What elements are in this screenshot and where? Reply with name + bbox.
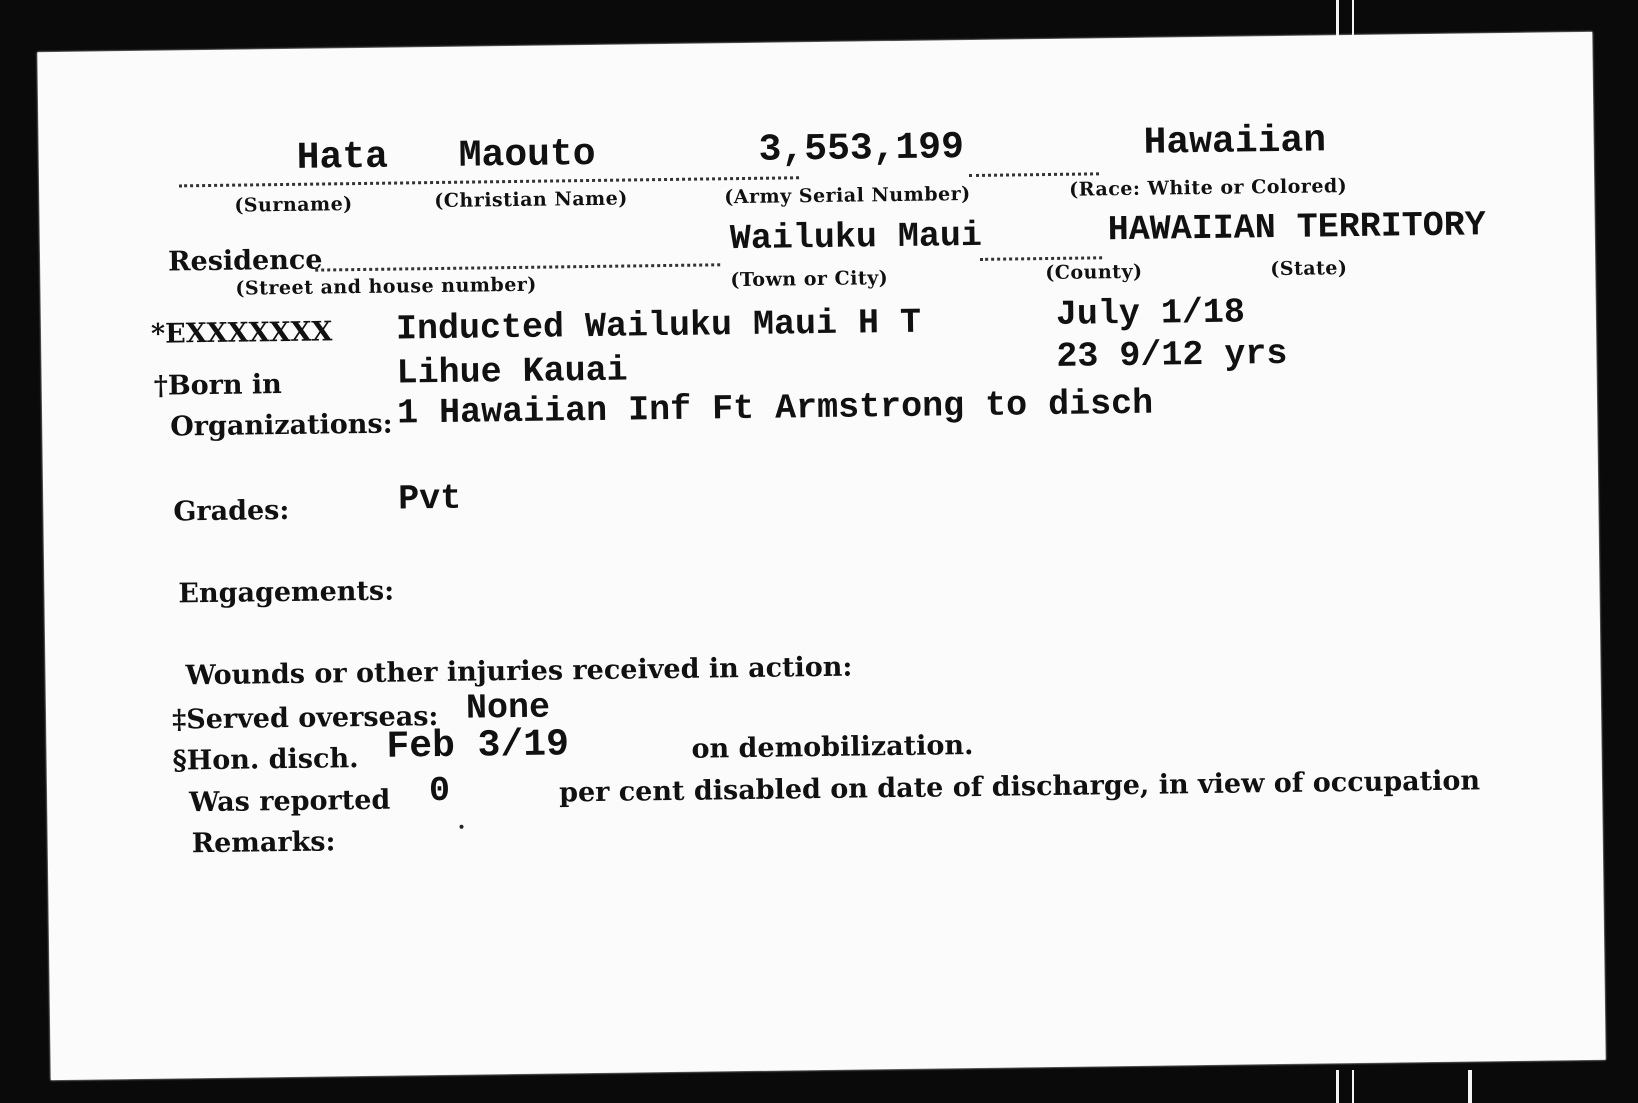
dotted-line: [315, 263, 720, 271]
surname-caption: (Surname): [234, 193, 353, 217]
overseas-label: ‡Served overseas:: [171, 701, 439, 736]
residence-label: Residence: [167, 244, 323, 278]
grades-label: Grades:: [173, 494, 290, 528]
race-caption: (Race: White or Colored): [1069, 175, 1348, 201]
street-caption: (Street and house number): [235, 273, 537, 300]
disability-label: Was reported: [188, 784, 391, 819]
organizations-label: Organizations:: [170, 408, 393, 443]
engagements-label: Engagements:: [178, 575, 395, 610]
dotted-line: [179, 176, 799, 187]
disability-suffix: per cent disabled on date of discharge, in view of occupation: [558, 765, 1481, 809]
enlisted-value: Inducted Wailuku Maui H T: [395, 302, 922, 350]
scan-edge-line: [1336, 1070, 1339, 1103]
christian-name-caption: (Christian Name): [434, 187, 628, 213]
state-caption: (State): [1270, 257, 1348, 281]
race-value: Hawaiian: [1143, 119, 1327, 165]
born-label: †Born in: [153, 369, 283, 402]
enlisted-label: *EXXXXXXX: [150, 316, 333, 350]
ink-speck: [459, 825, 463, 829]
born-age: 23 9/12 yrs: [1056, 333, 1288, 377]
enlisted-date: July 1/18: [1055, 292, 1246, 335]
discharge-suffix: on demobilization.: [691, 730, 974, 765]
remarks-label: Remarks:: [191, 826, 336, 860]
residence-town-value: Wailuku Maui: [729, 215, 983, 260]
serial-number-value: 3,553,199: [758, 126, 965, 172]
scan-edge-line: [1352, 1070, 1354, 1103]
disability-value: 0: [428, 770, 451, 812]
surname-value: Hata: [296, 135, 389, 180]
discharge-label: §Hon. disch.: [172, 743, 359, 777]
town-caption: (Town or City): [730, 267, 889, 292]
overseas-value: None: [465, 687, 551, 729]
county-caption: (County): [1045, 260, 1143, 285]
serial-number-caption: (Army Serial Number): [724, 183, 971, 209]
dotted-line: [980, 256, 1102, 261]
residence-state-value: HAWAIIAN TERRITORY: [1107, 205, 1487, 251]
grades-value: Pvt: [397, 478, 462, 520]
record-card: [37, 32, 1605, 1080]
dotted-line: [969, 172, 1099, 177]
discharge-value: Feb 3/19: [386, 723, 570, 769]
organizations-value: 1 Hawaiian Inf Ft Armstrong to disch: [396, 383, 1154, 434]
scan-edge-line: [1468, 1070, 1472, 1103]
scan-edge-line: [1336, 0, 1339, 40]
born-place: Lihue Kauai: [396, 350, 628, 394]
wounds-label: Wounds or other injuries received in action:: [185, 651, 853, 692]
christian-name-value: Maouto: [458, 132, 596, 178]
